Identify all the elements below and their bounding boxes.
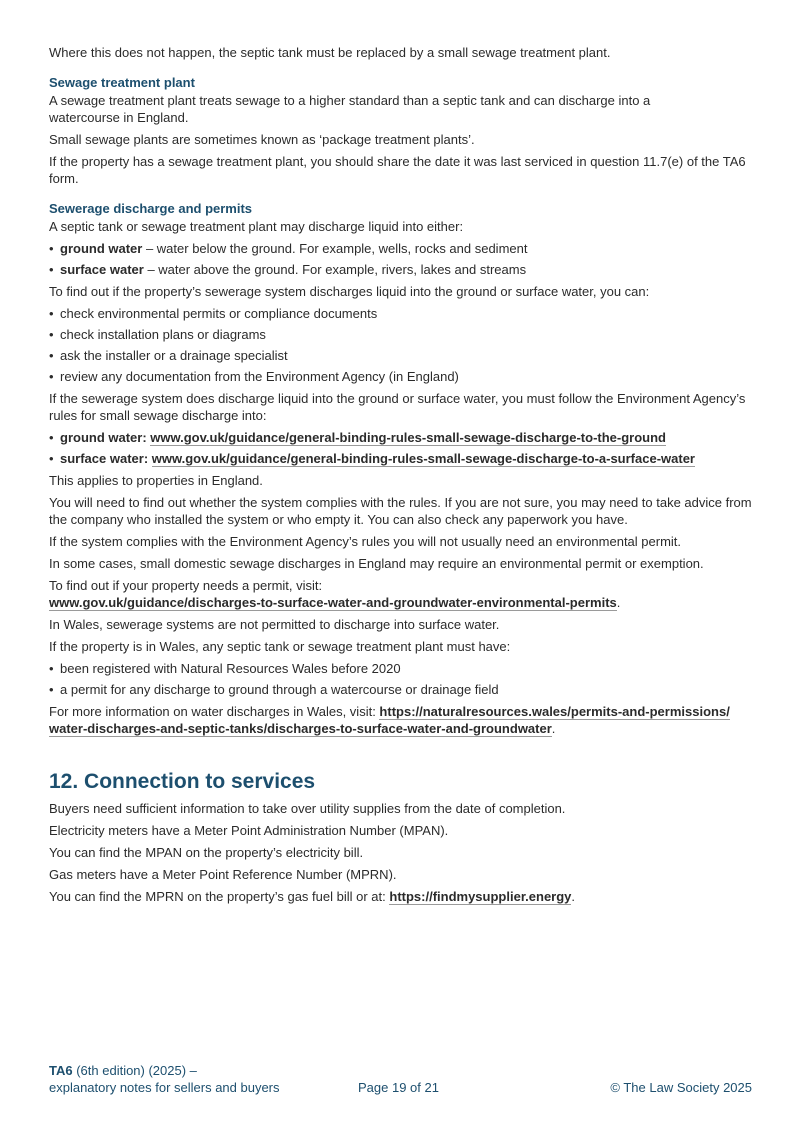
page-footer [49, 1062, 752, 1102]
document-code: TA6 [49, 1063, 73, 1078]
list-item [49, 429, 755, 446]
term-description: – water below the ground. For example, wells, rocks and sediment [142, 241, 528, 256]
surface-water-rules-link[interactable]: www.gov.uk/guidance/general-binding-rules-small-sewage-discharge-to-a-surface-water [151, 451, 695, 466]
sdp-paragraph-9: In Wales, sewerage systems are not permitted to discharge into surface water. [49, 617, 500, 632]
sdp-paragraph-3: If the sewerage system does discharge liquid into the ground or surface water, you must follow the Environment Agency’s rules for small sewage discharge into: [49, 391, 746, 423]
sdp-paragraph-4: This applies to properties in England. [49, 473, 263, 488]
stp-paragraph-3: If the property has a sewage treatment plant, you should share the date it was last serviced in question 11.7(e) of the TA6 form. [49, 154, 746, 186]
checks-list [49, 305, 755, 385]
rule-label: surface water: [60, 451, 152, 466]
intro-paragraph: Where this does not happen, the septic tank must be replaced by a small sewage treatment plant. [49, 45, 611, 60]
link-part-2: water-discharges-and-septic-tanks/discharges-to-surface-water-and-groundwater [49, 721, 552, 736]
stp-paragraph-2: Small sewage plants are sometimes known as ‘package treatment plants’. [49, 132, 475, 147]
ground-water-rules-link[interactable]: www.gov.uk/guidance/general-binding-rules-small-sewage-discharge-to-the-ground [150, 430, 667, 445]
copyright: © The Law Society 2025 [610, 1080, 752, 1095]
term: surface water [60, 262, 144, 277]
list-item [49, 261, 755, 278]
page-number: Page 19 of 21 [358, 1080, 439, 1095]
list-item: • review any documentation from the Environment Agency (in England) [49, 368, 755, 385]
punctuation: . [551, 721, 556, 736]
sdp-paragraph-1: A septic tank or sewage treatment plant may discharge liquid into either: [49, 219, 464, 234]
list-item: • check environmental permits or compliance documents [49, 305, 755, 322]
list-item: • ask the installer or a drainage specialist [49, 347, 755, 364]
punctuation: . [571, 889, 576, 904]
term: ground water [60, 241, 143, 256]
term-description: – water above the ground. For example, rivers, lakes and streams [143, 262, 527, 277]
services-paragraph-3: You can find the MPAN on the property’s electricity bill. [49, 845, 364, 860]
sdp-paragraph-7: In some cases, small domestic sewage discharges in England may require an environmental permit or exemption. [49, 556, 704, 571]
sdp-paragraph-11 [49, 703, 755, 737]
rule-label: ground water: [60, 430, 151, 445]
sdp-paragraph-5: You will need to find out whether the system complies with the rules. If you are not sure, you may need to take advice from the company who installed the system or who empty it. You can also check any paperwork you have. [49, 495, 752, 527]
sdp-paragraph-8 [49, 577, 755, 611]
list-item: • been registered with Natural Resources Wales before 2020 [49, 660, 755, 677]
sdp-paragraph-2: To find out if the property’s sewerage system discharges liquid into the ground or surface water, you can: [49, 284, 650, 299]
list-item [49, 450, 755, 467]
punctuation: . [616, 595, 621, 610]
services-paragraph-2: Electricity meters have a Meter Point Administration Number (MPAN). [49, 823, 449, 838]
document-subtitle: explanatory notes for sellers and buyers [49, 1080, 280, 1095]
list-item: • a permit for any discharge to ground through a watercourse or drainage field [49, 681, 755, 698]
heading-connection-to-services: 12. Connection to services [49, 770, 316, 793]
wales-info-intro: For more information on water discharges in Wales, visit: [49, 704, 380, 719]
services-paragraph-1: Buyers need sufficient information to take over utility supplies from the date of completion. [49, 801, 566, 816]
environmental-permits-link[interactable]: www.gov.uk/guidance/discharges-to-surface-water-and-groundwater-environmental-permits [49, 595, 617, 610]
services-paragraph-5 [49, 888, 755, 905]
footer-document-title [49, 1062, 280, 1096]
sdp-paragraph-6: If the system complies with the Environment Agency’s rules you will not usually need an environmental permit. [49, 534, 682, 549]
water-types-list [49, 240, 755, 278]
link-part-1: https://naturalresources.wales/permits-and-permissions/ [379, 704, 730, 719]
list-item: • check installation plans or diagrams [49, 326, 755, 343]
heading-sewerage-discharge: Sewerage discharge and permits [49, 201, 253, 216]
mprn-intro: You can find the MPRN on the property’s gas fuel bill or at: [49, 889, 390, 904]
document-edition: (6th edition) (2025) – [72, 1063, 197, 1078]
services-paragraph-4: Gas meters have a Meter Point Reference Number (MPRN). [49, 867, 397, 882]
list-item [49, 240, 755, 257]
sdp-paragraph-10: If the property is in Wales, any septic tank or sewage treatment plant must have: [49, 639, 511, 654]
page-content [49, 44, 755, 910]
stp-paragraph-1: A sewage treatment plant treats sewage to a higher standard than a septic tank and can discharge into a watercourse in England. [49, 93, 651, 125]
rules-list [49, 429, 755, 467]
permit-intro: To find out if your property needs a permit, visit: [49, 578, 323, 593]
wales-list [49, 660, 755, 698]
heading-sewage-treatment-plant: Sewage treatment plant [49, 75, 195, 90]
find-my-supplier-link[interactable]: https://findmysupplier.energy [389, 889, 572, 904]
